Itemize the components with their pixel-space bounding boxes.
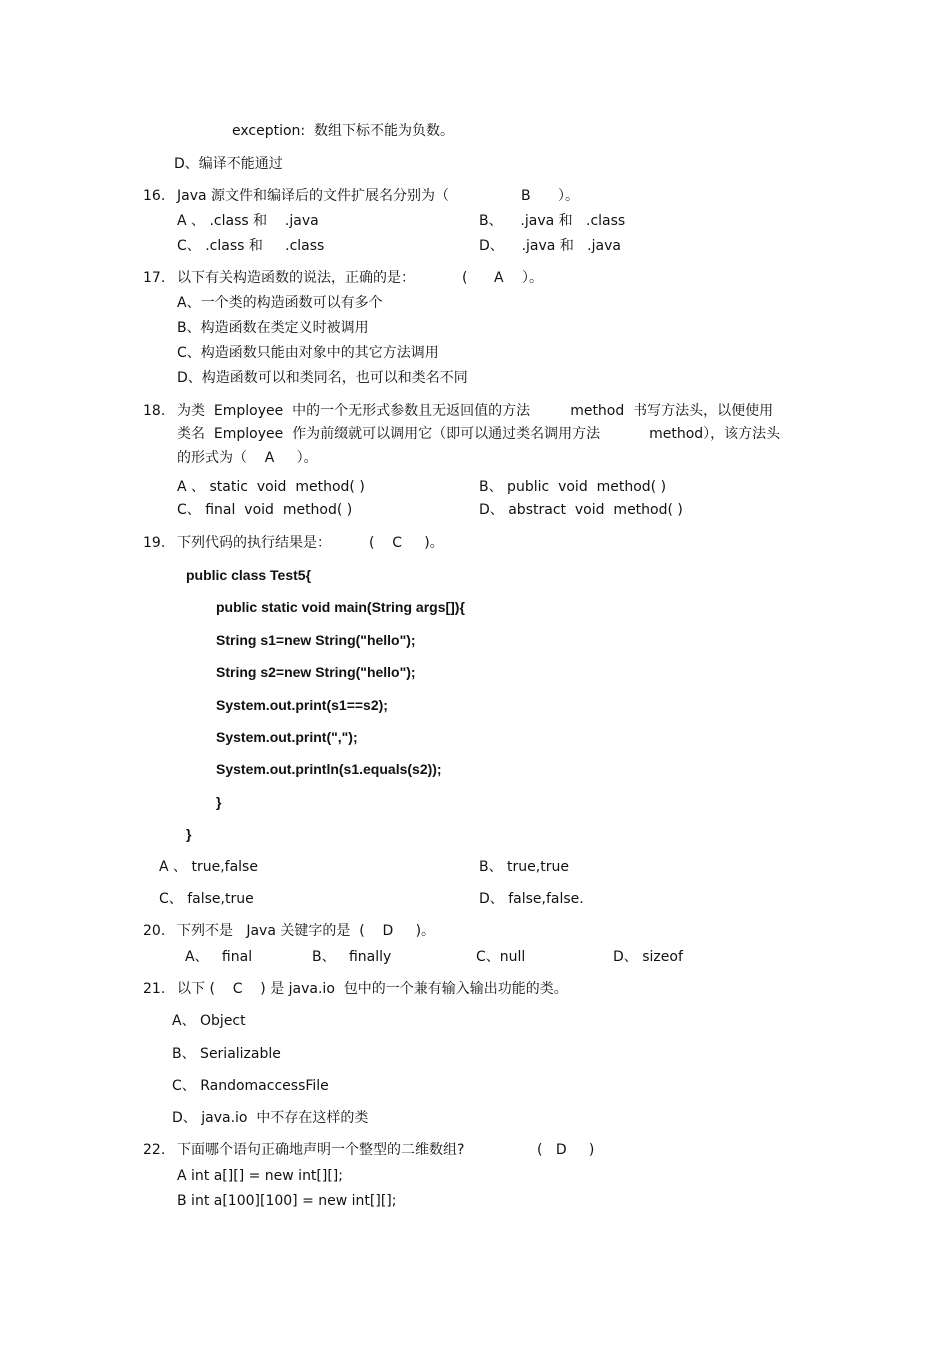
- option-b: B、构造函数在类定义时被调用: [177, 320, 369, 336]
- question-stem-line3: 的形式为（ A ）。: [177, 450, 318, 466]
- option-b: B、 finally: [312, 949, 392, 965]
- question-close: ）。: [522, 270, 543, 286]
- option-b: B、 .java 和 .class: [479, 213, 626, 229]
- option-d: D、构造函数可以和类同名，也可以和类名不同: [177, 370, 468, 386]
- option-d: D、 sizeof: [613, 949, 683, 965]
- option-b: B、 public void method( ): [479, 479, 667, 495]
- option-d: D、编译不能通过: [174, 156, 283, 172]
- code-line: }: [216, 794, 222, 810]
- question-number: 21.: [143, 981, 166, 997]
- question-stem: 以下 ( C ) 是 java.io 包中的一个兼有输入输出功能的类。: [177, 981, 568, 997]
- option-d: D、 .java 和 .java: [479, 238, 621, 254]
- question-number: 18.: [143, 403, 166, 419]
- question-stem: 以下有关构造函数的说法，正确的是：: [177, 270, 415, 286]
- option-c: C、null: [476, 949, 526, 965]
- code-line: System.out.println(s1.equals(s2));: [216, 761, 442, 777]
- option-b: B int a[100][100] = new int[][];: [177, 1193, 397, 1209]
- question-number: 20.: [143, 923, 166, 939]
- answer-letter: B: [521, 188, 531, 204]
- option-a: A、 final: [185, 949, 253, 965]
- option-d: D、 false,false.: [479, 891, 584, 907]
- option-a: A int a[][] = new int[][];: [177, 1168, 343, 1184]
- code-line: System.out.print(",");: [216, 729, 358, 745]
- question-close: ）。: [558, 188, 579, 204]
- question-number: 22.: [143, 1142, 166, 1158]
- question-number: 16.: [143, 188, 166, 204]
- option-b: B、 Serializable: [172, 1046, 281, 1062]
- question-stem: 下列不是 Java 关键字的是 ( D )。: [177, 923, 436, 939]
- option-a: A、 Object: [172, 1013, 246, 1029]
- answer-letter: A: [494, 270, 504, 286]
- option-c: C、 RandomaccessFile: [172, 1078, 329, 1094]
- question-stem: Java 源文件和编译后的文件扩展名分别为（: [177, 188, 450, 204]
- option-a: A、一个类的构造函数可以有多个: [177, 295, 383, 311]
- option-c: C、构造函数只能由对象中的其它方法调用: [177, 345, 439, 361]
- option-c: C、 false,true: [159, 891, 254, 907]
- option-c: C、 final void method( ): [177, 502, 353, 518]
- option-a: A 、 .class 和 .java: [177, 213, 319, 229]
- option-b: B、 true,true: [479, 859, 569, 875]
- question-stem-line2: 类名 Employee 作为前缀就可以调用它（即可以通过类名调用方法 method），该方法头: [177, 426, 781, 442]
- code-line: public class Test5{: [186, 567, 312, 583]
- code-line: public static void main(String args[]){: [216, 599, 465, 615]
- question-number: 19.: [143, 535, 166, 551]
- option-c: C、 .class 和 .class: [177, 238, 325, 254]
- question-open: (: [462, 270, 468, 286]
- answer-paren: ( C )。: [369, 535, 444, 551]
- text-line: exception: 数组下标不能为负数。: [232, 123, 455, 139]
- question-number: 17.: [143, 270, 166, 286]
- option-a: A 、 static void method( ): [177, 479, 365, 495]
- answer-paren: ( D ): [537, 1142, 595, 1158]
- option-a: A 、 true,false: [159, 859, 258, 875]
- option-d: D、 java.io 中不存在这样的类: [172, 1110, 369, 1126]
- question-stem: 下列代码的执行结果是：: [177, 535, 331, 551]
- code-line: String s2=new String("hello");: [216, 664, 416, 680]
- code-line: String s1=new String("hello");: [216, 632, 416, 648]
- question-stem: 下面哪个语句正确地声明一个整型的二维数组?: [177, 1142, 465, 1158]
- code-line: System.out.print(s1==s2);: [216, 697, 388, 713]
- option-d: D、 abstract void method( ): [479, 502, 683, 518]
- question-stem-line1: 为类 Employee 中的一个无形式参数且无返回值的方法 method 书写方法头，以便使用: [177, 403, 774, 419]
- code-line: }: [186, 826, 192, 842]
